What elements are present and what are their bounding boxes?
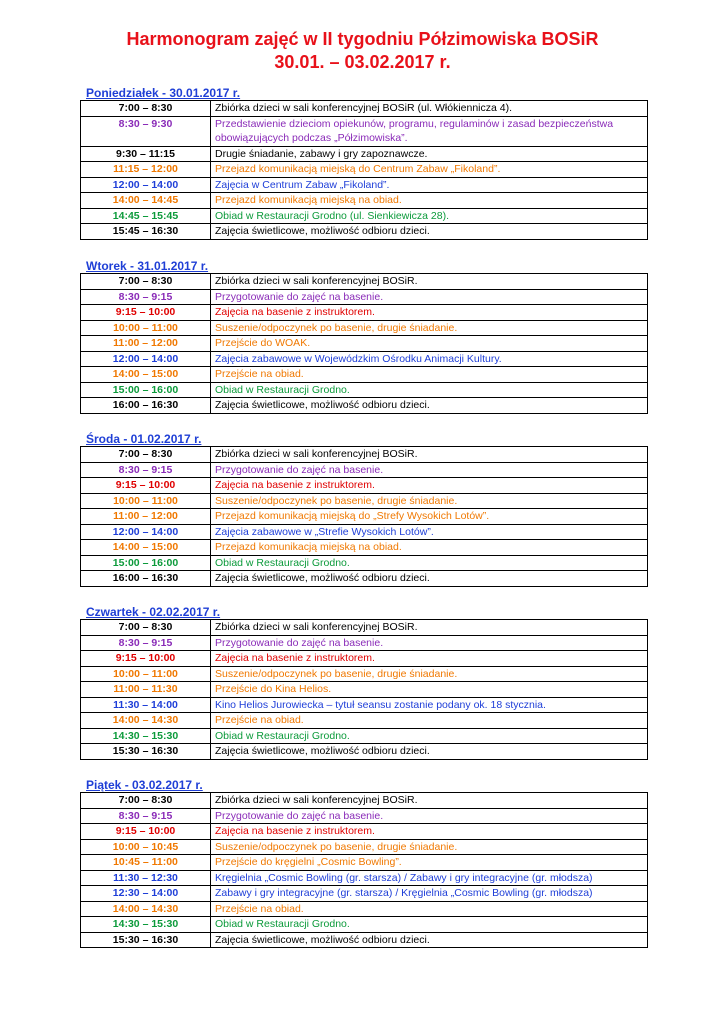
time-cell: 9:15 – 10:00 xyxy=(81,478,211,494)
activity-cell: Suszenie/odpoczynek po basenie, drugie śniadanie. xyxy=(211,666,648,682)
time-cell: 8:30 – 9:15 xyxy=(81,635,211,651)
time-cell: 11:00 – 11:30 xyxy=(81,682,211,698)
time-cell: 8:30 – 9:15 xyxy=(81,808,211,824)
table-row xyxy=(81,839,648,855)
table-row xyxy=(81,274,648,290)
day-section-monday xyxy=(80,86,648,240)
document-title: Harmonogram zajęć w II tygodniu Półzimowiska BOSiR xyxy=(126,29,599,49)
table-row xyxy=(81,367,648,383)
activity-cell: Zbiórka dzieci w sali konferencyjnej BOSiR (ul. Włókiennicza 4). xyxy=(211,101,648,117)
table-row xyxy=(81,177,648,193)
activity-cell: Przejazd komunikacją miejską do Centrum Zabaw „Fikoland”. xyxy=(211,162,648,178)
table-row xyxy=(81,886,648,902)
day-heading: Środa - 01.02.2017 r. xyxy=(86,432,202,446)
activity-cell: Obiad w Restauracji Grodno. xyxy=(211,917,648,933)
time-cell: 14:00 – 14:30 xyxy=(81,901,211,917)
table-row xyxy=(81,208,648,224)
day-heading: Poniedziałek - 30.01.2017 r. xyxy=(86,86,241,100)
time-cell: 11:00 – 12:00 xyxy=(81,336,211,352)
activity-cell: Zbiórka dzieci w sali konferencyjnej BOSiR. xyxy=(211,620,648,636)
table-row xyxy=(81,162,648,178)
time-cell: 7:00 – 8:30 xyxy=(81,101,211,117)
time-cell: 10:00 – 11:00 xyxy=(81,493,211,509)
activity-cell: Zajęcia na basenie z instruktorem. xyxy=(211,824,648,840)
activity-cell: Kino Helios Jurowiecka – tytuł seansu zostanie podany ok. 18 stycznia. xyxy=(211,697,648,713)
time-cell: 11:15 – 12:00 xyxy=(81,162,211,178)
table-row xyxy=(81,382,648,398)
activity-cell: Zajęcia świetlicowe, możliwość odbioru dzieci. xyxy=(211,744,648,760)
table-row xyxy=(81,620,648,636)
activity-cell: Przejście do Kina Helios. xyxy=(211,682,648,698)
table-row xyxy=(81,462,648,478)
time-cell: 9:15 – 10:00 xyxy=(81,305,211,321)
time-cell: 12:30 – 14:00 xyxy=(81,886,211,902)
time-cell: 11:30 – 14:00 xyxy=(81,697,211,713)
table-row xyxy=(81,870,648,886)
table-row xyxy=(81,555,648,571)
table-row xyxy=(81,824,648,840)
time-cell: 12:00 – 14:00 xyxy=(81,524,211,540)
table-row xyxy=(81,635,648,651)
time-cell: 8:30 – 9:15 xyxy=(81,462,211,478)
time-cell: 14:00 – 15:00 xyxy=(81,540,211,556)
activity-cell: Przejazd komunikacją miejską na obiad. xyxy=(211,540,648,556)
time-cell: 9:15 – 10:00 xyxy=(81,651,211,667)
activity-cell: Zbiórka dzieci w sali konferencyjnej BOSiR. xyxy=(211,793,648,809)
schedule-table xyxy=(80,273,648,414)
table-row xyxy=(81,305,648,321)
time-cell: 9:15 – 10:00 xyxy=(81,824,211,840)
schedule-table xyxy=(80,619,648,760)
time-cell: 14:00 – 15:00 xyxy=(81,367,211,383)
time-cell: 14:30 – 15:30 xyxy=(81,917,211,933)
time-cell: 12:00 – 14:00 xyxy=(81,177,211,193)
activity-cell: Zajęcia na basenie z instruktorem. xyxy=(211,478,648,494)
activity-cell: Przejazd komunikacją miejską na obiad. xyxy=(211,193,648,209)
time-cell: 14:45 – 15:45 xyxy=(81,208,211,224)
day-heading: Piątek - 03.02.2017 r. xyxy=(86,778,203,792)
table-row xyxy=(81,713,648,729)
activity-cell: Przedstawienie dzieciom opiekunów, programu, regulaminów i zasad bezpieczeństwa obowiązujących podczas „Półzimowiska”. xyxy=(211,116,648,146)
activity-cell: Zajęcia świetlicowe, możliwość odbioru dzieci. xyxy=(211,571,648,587)
table-row xyxy=(81,289,648,305)
time-cell: 8:30 – 9:30 xyxy=(81,116,211,146)
activity-cell: Zajęcia świetlicowe, możliwość odbioru dzieci. xyxy=(211,932,648,948)
activity-cell: Zajęcia zabawowe w Wojewódzkim Ośrodku Animacji Kultury. xyxy=(211,351,648,367)
document-date-range: 30.01. – 03.02.2017 r. xyxy=(274,52,451,72)
time-cell: 12:00 – 14:00 xyxy=(81,351,211,367)
activity-cell: Suszenie/odpoczynek po basenie, drugie śniadanie. xyxy=(211,493,648,509)
time-cell: 7:00 – 8:30 xyxy=(81,620,211,636)
day-section-friday xyxy=(80,778,648,948)
time-cell: 10:00 – 10:45 xyxy=(81,839,211,855)
activity-cell: Drugie śniadanie, zabawy i gry zapoznawcze. xyxy=(211,146,648,162)
activity-cell: Obiad w Restauracji Grodno (ul. Sienkiewicza 28). xyxy=(211,208,648,224)
time-cell: 11:30 – 12:30 xyxy=(81,870,211,886)
table-row xyxy=(81,808,648,824)
table-row xyxy=(81,728,648,744)
day-section-wednesday xyxy=(80,432,648,587)
activity-cell: Przejście na obiad. xyxy=(211,367,648,383)
time-cell: 8:30 – 9:15 xyxy=(81,289,211,305)
table-row xyxy=(81,651,648,667)
time-cell: 16:00 – 16:30 xyxy=(81,571,211,587)
table-row xyxy=(81,571,648,587)
time-cell: 11:00 – 12:00 xyxy=(81,509,211,525)
table-row xyxy=(81,540,648,556)
schedule-table xyxy=(80,100,648,240)
table-row xyxy=(81,398,648,414)
table-row xyxy=(81,146,648,162)
activity-cell: Przygotowanie do zajęć na basenie. xyxy=(211,635,648,651)
activity-cell: Zajęcia zabawowe w „Strefie Wysokich Lotów”. xyxy=(211,524,648,540)
activity-cell: Obiad w Restauracji Grodno. xyxy=(211,728,648,744)
time-cell: 7:00 – 8:30 xyxy=(81,447,211,463)
table-row xyxy=(81,224,648,240)
activity-cell: Przejście na obiad. xyxy=(211,901,648,917)
activity-cell: Przejście do WOAK. xyxy=(211,336,648,352)
time-cell: 15:45 – 16:30 xyxy=(81,224,211,240)
day-heading: Czwartek - 02.02.2017 r. xyxy=(86,605,221,619)
time-cell: 7:00 – 8:30 xyxy=(81,274,211,290)
table-row xyxy=(81,351,648,367)
table-row xyxy=(81,524,648,540)
time-cell: 7:00 – 8:30 xyxy=(81,793,211,809)
day-heading: Wtorek - 31.01.2017 r. xyxy=(86,259,209,273)
time-cell: 14:00 – 14:45 xyxy=(81,193,211,209)
activity-cell: Przygotowanie do zajęć na basenie. xyxy=(211,289,648,305)
time-cell: 15:30 – 16:30 xyxy=(81,744,211,760)
time-cell: 15:00 – 16:00 xyxy=(81,555,211,571)
table-row xyxy=(81,116,648,146)
schedule-table xyxy=(80,792,648,948)
activity-cell: Przejazd komunikacją miejską do „Strefy Wysokich Lotów”. xyxy=(211,509,648,525)
table-row xyxy=(81,901,648,917)
activity-cell: Przejście na obiad. xyxy=(211,713,648,729)
activity-cell: Przygotowanie do zajęć na basenie. xyxy=(211,808,648,824)
activity-cell: Kręgielnia „Cosmic Bowling (gr. starsza) / Zabawy i gry integracyjne (gr. młodsza) xyxy=(211,870,648,886)
activity-cell: Obiad w Restauracji Grodno. xyxy=(211,382,648,398)
activity-cell: Suszenie/odpoczynek po basenie, drugie śniadanie. xyxy=(211,839,648,855)
day-section-tuesday xyxy=(80,259,648,414)
time-cell: 10:00 – 11:00 xyxy=(81,666,211,682)
activity-cell: Przejście do kręgielni „Cosmic Bowling”. xyxy=(211,855,648,871)
activity-cell: Zabawy i gry integracyjne (gr. starsza) / Kręgielnia „Cosmic Bowling (gr. młodsza) xyxy=(211,886,648,902)
table-row xyxy=(81,666,648,682)
table-row xyxy=(81,855,648,871)
time-cell: 9:30 – 11:15 xyxy=(81,146,211,162)
activity-cell: Zbiórka dzieci w sali konferencyjnej BOSiR. xyxy=(211,274,648,290)
table-row xyxy=(81,447,648,463)
activity-cell: Przygotowanie do zajęć na basenie. xyxy=(211,462,648,478)
activity-cell: Zajęcia świetlicowe, możliwość odbioru dzieci. xyxy=(211,224,648,240)
table-row xyxy=(81,697,648,713)
table-row xyxy=(81,193,648,209)
table-row xyxy=(81,793,648,809)
table-row xyxy=(81,493,648,509)
activity-cell: Zajęcia na basenie z instruktorem. xyxy=(211,651,648,667)
schedule-table xyxy=(80,446,648,587)
activity-cell: Zajęcia w Centrum Zabaw „Fikoland”. xyxy=(211,177,648,193)
activity-cell: Zbiórka dzieci w sali konferencyjnej BOSiR. xyxy=(211,447,648,463)
time-cell: 10:45 – 11:00 xyxy=(81,855,211,871)
table-row xyxy=(81,917,648,933)
table-row xyxy=(81,682,648,698)
time-cell: 15:30 – 16:30 xyxy=(81,932,211,948)
activity-cell: Suszenie/odpoczynek po basenie, drugie śniadanie. xyxy=(211,320,648,336)
table-row xyxy=(81,932,648,948)
activity-cell: Zajęcia świetlicowe, możliwość odbioru dzieci. xyxy=(211,398,648,414)
time-cell: 14:00 – 14:30 xyxy=(81,713,211,729)
time-cell: 16:00 – 16:30 xyxy=(81,398,211,414)
time-cell: 14:30 – 15:30 xyxy=(81,728,211,744)
time-cell: 10:00 – 11:00 xyxy=(81,320,211,336)
activity-cell: Obiad w Restauracji Grodno. xyxy=(211,555,648,571)
table-row xyxy=(81,744,648,760)
time-cell: 15:00 – 16:00 xyxy=(81,382,211,398)
activity-cell: Zajęcia na basenie z instruktorem. xyxy=(211,305,648,321)
table-row xyxy=(81,509,648,525)
table-row xyxy=(81,320,648,336)
table-row xyxy=(81,336,648,352)
table-row xyxy=(81,101,648,117)
table-row xyxy=(81,478,648,494)
day-section-thursday xyxy=(80,605,648,760)
